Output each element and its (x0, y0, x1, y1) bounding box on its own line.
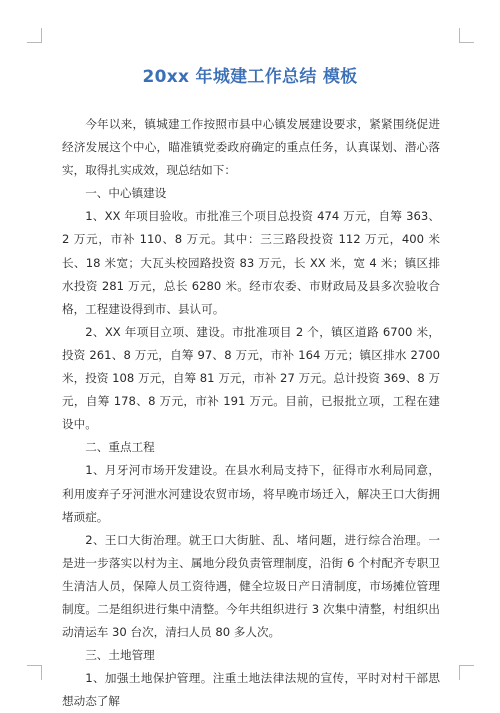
paragraph-2-1: 1、月牙河市场开发建设。在县水利局支持下，征得市水利局同意，利用废弃子牙河泄水河建设农贸市场，将早晚市场迁入，解决王口大街拥堵顽症。 (62, 463, 440, 524)
section-heading-3: 三、土地管理 (85, 648, 155, 663)
paragraph-1-2: 2、XX 年项目立项、建设。市批准项目 2 个，镇区道路 6700 米，投资 261、8 万元，自筹 97、8 万元，市补 164 万元；镇区排水 2700 米，投资 108 万元，自筹 81 万元，市补 27 万元。总计投资 369、8 万元，自筹 178、8 万元，市补 191 万元。目前，已报批立项，工程在建设中。 (62, 324, 440, 432)
crop-mark-bottom-right (459, 665, 474, 680)
crop-mark-bottom-left (27, 665, 42, 680)
section-heading-1: 一、中心镇建设 (85, 186, 167, 201)
crop-mark-top-left (27, 28, 42, 43)
section-heading-2: 二、重点工程 (85, 440, 155, 455)
paragraph-2-2: 2、王口大街治理。就王口大街脏、乱、堵问题，进行综合治理。一是进一步落实以村为主、属地分段负责管理制度，沿街 6 个村配齐专职卫生清洁人员，保障人员工资待遇，健全垃圾日产日清制度，市场摊位管理制度。二是组织进行集中清整。今年共组织进行 3 次集中清整，村组织出动清运车 30 台次，清扫人员 80 多人次。 (62, 532, 440, 640)
crop-mark-top-right (459, 28, 474, 43)
paragraph-3-1: 1、加强土地保护管理。注重土地法律法规的宣传，平时对村干部思想动态了解 (62, 671, 440, 709)
document-body (62, 113, 440, 713)
paragraph-1-1: 1、XX 年项目验收。市批准三个项目总投资 474 万元，自筹 363、2 万元，市补 110、8 万元。其中：三三路段投资 112 万元，400 米长、18 米宽；大瓦头校园路投资 83 万元，长 XX 米，宽 4 米；镇区排水投资 281 万元，总长 6280 米。经市农委、市财政局及县多次验收合格，工程建设得到市、县认可。 (62, 209, 440, 316)
document-title: 20xx 年城建工作总结 模板 (142, 67, 358, 87)
intro-paragraph: 今年以来，镇城建工作按照市县中心镇发展建设要求，紧紧围绕促进经济发展这个中心，瞄准镇党委政府确定的重点任务，认真谋划、潜心落实，取得扎实成效，现总结如下： (62, 117, 440, 178)
